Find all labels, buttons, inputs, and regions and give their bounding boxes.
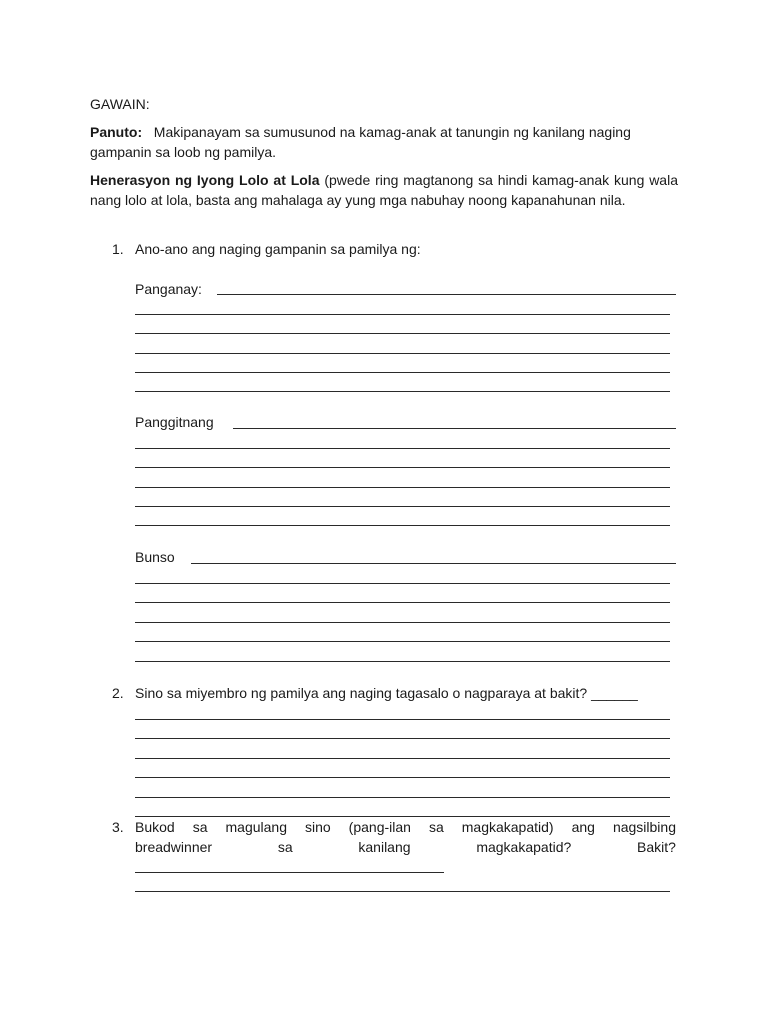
question-3-word: kanilang (358, 839, 411, 855)
answer-line[interactable] (135, 583, 670, 584)
question-1-number: 1. (112, 241, 124, 257)
answer-line[interactable] (135, 487, 670, 488)
subitem-panggitnang-label: Panggitnang (135, 414, 214, 430)
answer-line[interactable] (135, 622, 670, 623)
question-3-line-1-text: Bukod sa magulang sino (pang-ilan sa magkakapatid) ang nagsilbing (135, 819, 676, 835)
question-3-word: sa (277, 839, 293, 855)
answer-line[interactable] (135, 372, 670, 373)
answer-line[interactable] (135, 467, 670, 468)
question-3-word: Bakit? (637, 839, 676, 855)
worksheet-heading: GAWAIN: (90, 96, 150, 112)
answer-line[interactable] (191, 563, 676, 564)
question-3-number: 3. (112, 819, 124, 835)
answer-line[interactable] (217, 294, 676, 295)
answer-line[interactable] (135, 391, 670, 392)
answer-line[interactable] (135, 448, 670, 449)
instructions-text: Makipanayam sa sumusunod na kamag-anak at tanungin ng kanilang naging gampanin sa loob ng pamilya. (90, 124, 631, 160)
answer-line[interactable] (135, 602, 670, 603)
answer-line[interactable] (135, 891, 670, 892)
answer-line[interactable] (135, 797, 670, 798)
subitem-panganay-label: Panganay: (135, 281, 202, 297)
answer-line[interactable] (233, 428, 676, 429)
generation-text: (pwede ring magtanong sa hindi kamag-anak kung wala nang lolo at lola, basta ang mahalaga ay yung mga nabuhay noong kapanahunan nila. (90, 172, 678, 208)
question-3-line-2 (135, 837, 676, 857)
question-2-text: Sino sa miyembro ng pamilya ang naging tagasalo o nagparaya at bakit? ______ (135, 685, 638, 701)
answer-line[interactable] (135, 641, 670, 642)
answer-line[interactable] (135, 506, 670, 507)
answer-line[interactable] (135, 738, 670, 739)
answer-line[interactable] (135, 758, 670, 759)
generation-intro (90, 170, 678, 210)
answer-line[interactable] (135, 525, 670, 526)
answer-line[interactable] (135, 353, 670, 354)
answer-line[interactable] (135, 872, 444, 873)
subitem-bunso-label: Bunso (135, 549, 175, 565)
instructions-label: Panuto: (90, 124, 143, 140)
answer-line[interactable] (135, 777, 670, 778)
answer-line[interactable] (135, 333, 670, 334)
question-3-word: breadwinner (135, 839, 213, 855)
answer-line[interactable] (135, 314, 670, 315)
question-2-number: 2. (112, 685, 124, 701)
instructions (90, 122, 678, 162)
question-3-word: magkakapatid? (476, 839, 572, 855)
question-1-text: Ano-ano ang naging gampanin sa pamilya ng: (135, 241, 421, 257)
answer-line[interactable] (135, 719, 670, 720)
answer-line[interactable] (135, 661, 670, 662)
question-3-line-1 (135, 817, 676, 837)
generation-label: Henerasyon ng Iyong Lolo at Lola (90, 172, 320, 188)
